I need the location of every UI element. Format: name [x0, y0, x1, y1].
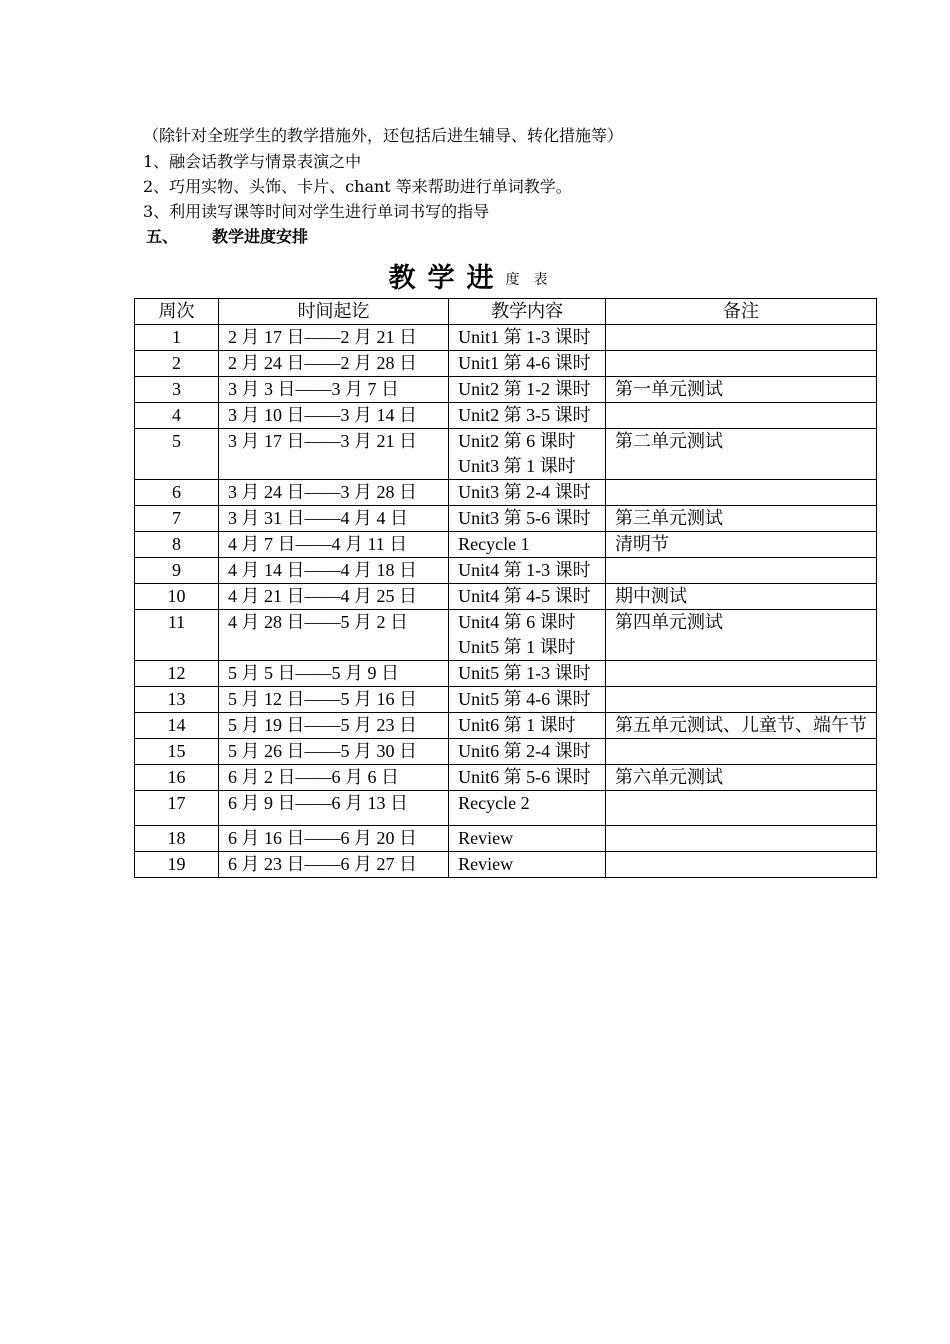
header-date: 时间起讫 — [218, 299, 448, 325]
table-title-large: 教学进 — [388, 263, 506, 294]
content-line: Unit3 第 5-6 课时 — [458, 508, 591, 528]
table-header-row — [135, 299, 877, 325]
cell-content — [449, 713, 606, 739]
table-row — [135, 403, 877, 429]
cell-date: 4 月 21 日——4 月 25 日 — [218, 584, 448, 610]
cell-date: 4 月 14 日——4 月 18 日 — [218, 558, 448, 584]
cell-content — [449, 739, 606, 765]
cell-week: 7 — [135, 506, 219, 532]
table-title-small: 度表 — [505, 272, 562, 288]
content-line: Unit4 第 1-3 课时 — [458, 560, 591, 580]
cell-date: 4 月 7 日——4 月 11 日 — [218, 532, 448, 558]
table-row — [135, 506, 877, 532]
cell-week: 19 — [135, 852, 219, 878]
cell-content — [449, 480, 606, 506]
cell-content — [449, 765, 606, 791]
header-note: 备注 — [606, 299, 877, 325]
content-line: Unit6 第 5-6 课时 — [458, 767, 591, 787]
table-row — [135, 480, 877, 506]
cell-week: 8 — [135, 532, 219, 558]
table-row — [135, 558, 877, 584]
cell-week: 9 — [135, 558, 219, 584]
content-line: Unit1 第 1-3 课时 — [458, 327, 591, 347]
cell-week: 5 — [135, 429, 219, 480]
cell-note — [606, 480, 877, 506]
content-line: Review — [458, 854, 514, 874]
table-row — [135, 532, 877, 558]
cell-week: 1 — [135, 325, 219, 351]
cell-date: 5 月 26 日——5 月 30 日 — [218, 739, 448, 765]
cell-content — [449, 687, 606, 713]
cell-content — [449, 506, 606, 532]
cell-content — [449, 377, 606, 403]
cell-note: 第六单元测试 — [606, 765, 877, 791]
header-content: 教学内容 — [449, 299, 606, 325]
table-row — [135, 610, 877, 661]
cell-note: 第三单元测试 — [606, 506, 877, 532]
cell-week: 2 — [135, 351, 219, 377]
cell-week: 11 — [135, 610, 219, 661]
cell-note — [606, 403, 877, 429]
content-line: Unit5 第 1 课时 — [458, 637, 576, 657]
cell-date: 6 月 2 日——6 月 6 日 — [218, 765, 448, 791]
cell-content — [449, 852, 606, 878]
cell-date: 6 月 9 日——6 月 13 日 — [218, 791, 448, 826]
table-row — [135, 429, 877, 480]
cell-date: 3 月 3 日——3 月 7 日 — [218, 377, 448, 403]
cell-note — [606, 852, 877, 878]
section-title: 教学进度安排 — [212, 227, 309, 246]
cell-week: 16 — [135, 765, 219, 791]
cell-date: 3 月 17 日——3 月 21 日 — [218, 429, 448, 480]
table-row — [135, 739, 877, 765]
cell-date: 3 月 31 日——4 月 4 日 — [218, 506, 448, 532]
table-title — [0, 256, 950, 295]
cell-note — [606, 791, 877, 826]
cell-note — [606, 739, 877, 765]
table-row — [135, 584, 877, 610]
cell-date: 6 月 23 日——6 月 27 日 — [218, 852, 448, 878]
cell-week: 12 — [135, 661, 219, 687]
cell-date: 2 月 24 日——2 月 28 日 — [218, 351, 448, 377]
cell-note — [606, 351, 877, 377]
cell-content — [449, 325, 606, 351]
section-number: 五、 — [146, 227, 179, 246]
content-line: Unit2 第 6 课时 — [458, 431, 576, 451]
cell-week: 10 — [135, 584, 219, 610]
cell-date: 5 月 19 日——5 月 23 日 — [218, 713, 448, 739]
cell-date: 6 月 16 日——6 月 20 日 — [218, 826, 448, 852]
content-line: Unit5 第 1-3 课时 — [458, 663, 591, 683]
table-row — [135, 377, 877, 403]
content-line: Unit6 第 1 课时 — [458, 715, 576, 735]
cell-note — [606, 826, 877, 852]
table-row — [135, 351, 877, 377]
cell-note — [606, 687, 877, 713]
content-line: Unit1 第 4-6 课时 — [458, 353, 591, 373]
table-row — [135, 713, 877, 739]
cell-week: 14 — [135, 713, 219, 739]
schedule-table — [134, 298, 877, 878]
cell-note: 第二单元测试 — [606, 429, 877, 480]
cell-content — [449, 403, 606, 429]
cell-date: 3 月 10 日——3 月 14 日 — [218, 403, 448, 429]
content-line: Unit5 第 4-6 课时 — [458, 689, 591, 709]
measure-item-3: 3、利用读写课等时间对学生进行单词书写的指导 — [143, 202, 490, 221]
content-line: Recycle 1 — [458, 534, 530, 554]
content-line: Unit3 第 1 课时 — [458, 456, 576, 476]
cell-week: 18 — [135, 826, 219, 852]
content-line: Unit3 第 2-4 课时 — [458, 482, 591, 502]
cell-date: 2 月 17 日——2 月 21 日 — [218, 325, 448, 351]
cell-note: 第五单元测试、儿童节、端午节 — [606, 713, 877, 739]
cell-week: 17 — [135, 791, 219, 826]
cell-note — [606, 558, 877, 584]
cell-content — [449, 826, 606, 852]
cell-note: 第四单元测试 — [606, 610, 877, 661]
cell-date: 3 月 24 日——3 月 28 日 — [218, 480, 448, 506]
cell-date: 5 月 12 日——5 月 16 日 — [218, 687, 448, 713]
cell-date: 5 月 5 日——5 月 9 日 — [218, 661, 448, 687]
table-row — [135, 661, 877, 687]
content-line: Unit4 第 4-5 课时 — [458, 586, 591, 606]
cell-note — [606, 661, 877, 687]
table-row — [135, 687, 877, 713]
cell-content — [449, 791, 606, 826]
cell-content — [449, 532, 606, 558]
content-line: Unit4 第 6 课时 — [458, 612, 576, 632]
header-week: 周次 — [135, 299, 219, 325]
measure-item-1: 1、融会话教学与情景表演之中 — [143, 152, 362, 171]
table-row — [135, 325, 877, 351]
section-heading — [146, 227, 308, 247]
cell-note: 清明节 — [606, 532, 877, 558]
cell-content — [449, 610, 606, 661]
cell-content — [449, 661, 606, 687]
content-line: Review — [458, 828, 514, 848]
content-line: Unit6 第 2-4 课时 — [458, 741, 591, 761]
table-row — [135, 765, 877, 791]
table-row — [135, 826, 877, 852]
cell-content — [449, 558, 606, 584]
content-line: Recycle 2 — [458, 793, 530, 813]
cell-date: 4 月 28 日——5 月 2 日 — [218, 610, 448, 661]
cell-note: 第一单元测试 — [606, 377, 877, 403]
cell-week: 6 — [135, 480, 219, 506]
cell-note — [606, 325, 877, 351]
cell-content — [449, 351, 606, 377]
teaching-measures-intro: （除针对全班学生的教学措施外，还包括后进生辅导、转化措施等） — [143, 126, 624, 145]
cell-week: 4 — [135, 403, 219, 429]
cell-week: 3 — [135, 377, 219, 403]
cell-content — [449, 584, 606, 610]
cell-content — [449, 429, 606, 480]
cell-week: 13 — [135, 687, 219, 713]
measure-item-2: 2、巧用实物、头饰、卡片、chant 等来帮助进行单词教学。 — [143, 177, 572, 196]
table-row — [135, 852, 877, 878]
table-row — [135, 791, 877, 826]
cell-week: 15 — [135, 739, 219, 765]
content-line: Unit2 第 3-5 课时 — [458, 405, 591, 425]
cell-note: 期中测试 — [606, 584, 877, 610]
content-line: Unit2 第 1-2 课时 — [458, 379, 591, 399]
